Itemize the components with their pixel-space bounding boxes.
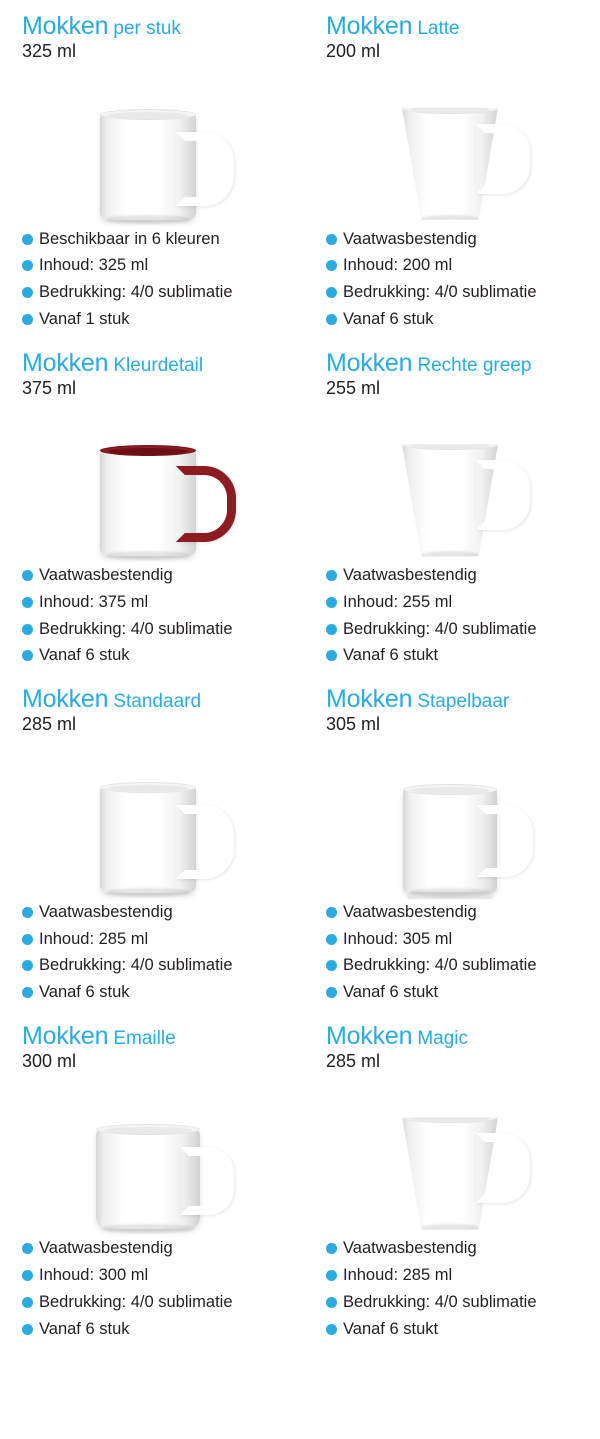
feature-item: [326, 306, 592, 333]
feature-text: Inhoud: 375 ml: [39, 592, 149, 611]
feature-item: [326, 952, 592, 979]
product-image: [326, 1071, 592, 1229]
feature-text: Inhoud: 300 ml: [39, 1266, 149, 1285]
feature-text: Bedrukking: 4/0 sublimatie: [343, 1292, 537, 1311]
product-card-mokken-standaard[interactable]: [0, 673, 300, 1010]
feature-item: [326, 979, 592, 1006]
product-volume: 285 ml: [326, 1050, 381, 1071]
bullet-icon: [326, 287, 337, 298]
product-image: [22, 735, 292, 893]
feature-item: [22, 1316, 292, 1343]
product-title-sub: Magic: [417, 1027, 469, 1049]
feature-item: [326, 279, 592, 306]
bullet-icon: [22, 1297, 33, 1308]
feature-text: Bedrukking: 4/0 sublimatie: [343, 283, 537, 302]
product-title-main: Mokken: [326, 1021, 413, 1050]
product-volume: 255 ml: [326, 377, 381, 398]
bullet-icon: [22, 260, 33, 271]
product-image: [326, 398, 592, 556]
bullet-icon: [326, 624, 337, 635]
product-title: [326, 14, 592, 39]
feature-text: Vaatwasbestendig: [39, 566, 173, 585]
feature-item: [22, 616, 292, 643]
feature-text: Bedrukking: 4/0 sublimatie: [343, 619, 537, 638]
feature-text: Inhoud: 285 ml: [39, 929, 149, 948]
feature-item: [22, 642, 292, 669]
feature-item: [326, 616, 592, 643]
feature-list: [326, 1235, 592, 1342]
feature-list: [326, 562, 592, 669]
bullet-icon: [326, 907, 337, 918]
mug-icon: [403, 789, 497, 893]
feature-item: [326, 926, 592, 953]
mug-icon: [402, 108, 498, 220]
bullet-icon: [22, 960, 33, 971]
product-title-main: Mokken: [22, 1021, 109, 1050]
product-title: [22, 348, 292, 377]
feature-item: [326, 1316, 592, 1343]
feature-item: [326, 1235, 592, 1262]
feature-list: [22, 226, 292, 333]
product-title-sub: Latte: [417, 18, 460, 39]
bullet-icon: [22, 934, 33, 945]
bullet-icon: [326, 1270, 337, 1281]
mug-icon: [100, 450, 196, 556]
bullet-icon: [22, 1243, 33, 1254]
feature-text: Inhoud: 285 ml: [343, 1266, 453, 1285]
product-image: [22, 1071, 292, 1229]
feature-text: Inhoud: 325 ml: [39, 256, 149, 275]
feature-item: [22, 952, 292, 979]
bullet-icon: [22, 1324, 33, 1335]
feature-text: Bedrukking: 4/0 sublimatie: [39, 283, 233, 302]
product-title-main: Mokken: [326, 12, 413, 40]
feature-item: [22, 279, 292, 306]
feature-item: [326, 1262, 592, 1289]
bullet-icon: [22, 907, 33, 918]
product-title-sub: Standaard: [113, 691, 202, 713]
feature-text: Vanaf 6 stuk: [39, 646, 130, 665]
feature-list: [326, 899, 592, 1006]
feature-item: [22, 1289, 292, 1316]
product-title-sub: Stapelbaar: [417, 691, 510, 713]
product-card-mokken-latte[interactable]: [300, 0, 600, 337]
feature-text: Beschikbaar in 6 kleuren: [39, 229, 220, 248]
feature-item: [22, 899, 292, 926]
bullet-icon: [326, 987, 337, 998]
feature-text: Inhoud: 255 ml: [343, 592, 453, 611]
bullet-icon: [22, 650, 33, 661]
bullet-icon: [326, 1243, 337, 1254]
feature-item: [22, 1235, 292, 1262]
bullet-icon: [22, 287, 33, 298]
feature-text: Vanaf 1 stuk: [39, 309, 130, 328]
bullet-icon: [22, 234, 33, 245]
feature-text: Inhoud: 305 ml: [343, 929, 453, 948]
feature-item: [22, 979, 292, 1006]
product-card-mokken-emaille[interactable]: [0, 1010, 300, 1347]
product-title-sub: Rechte greep: [417, 354, 532, 376]
feature-text: Vanaf 6 stuk: [343, 309, 434, 328]
product-image: [22, 398, 292, 556]
feature-item: [22, 926, 292, 953]
feature-item: [326, 589, 592, 616]
feature-text: Bedrukking: 4/0 sublimatie: [39, 619, 233, 638]
bullet-icon: [326, 934, 337, 945]
bullet-icon: [326, 260, 337, 271]
bullet-icon: [326, 597, 337, 608]
product-title: [22, 687, 292, 712]
feature-text: Vanaf 6 stukt: [343, 646, 439, 665]
product-image: [326, 62, 592, 220]
feature-text: Bedrukking: 4/0 sublimatie: [39, 956, 233, 975]
product-title: [326, 348, 592, 377]
bullet-icon: [22, 570, 33, 581]
product-volume: 375 ml: [22, 377, 77, 398]
product-volume: 285 ml: [22, 714, 77, 735]
bullet-icon: [22, 987, 33, 998]
product-title: [326, 687, 592, 712]
product-card-mokken-kleurdetail[interactable]: [0, 337, 300, 674]
mug-icon: [100, 787, 196, 893]
feature-item: [326, 562, 592, 589]
product-image: [326, 735, 592, 893]
feature-text: Vaatwasbestendig: [343, 566, 477, 585]
feature-item: [22, 589, 292, 616]
product-volume: 200 ml: [326, 41, 381, 61]
product-card-mokken-stapelbaar[interactable]: [300, 673, 600, 1010]
feature-text: Vanaf 6 stukt: [343, 1319, 439, 1338]
bullet-icon: [326, 234, 337, 245]
bullet-icon: [326, 650, 337, 661]
bullet-icon: [22, 597, 33, 608]
bullet-icon: [22, 624, 33, 635]
product-title-sub: per stuk: [113, 18, 181, 39]
product-card-mokken-rechte-greep[interactable]: [300, 337, 600, 674]
feature-text: Vaatwasbestendig: [343, 229, 477, 248]
feature-item: [22, 1262, 292, 1289]
feature-item: [326, 226, 592, 253]
feature-item: [22, 306, 292, 333]
bullet-icon: [22, 1270, 33, 1281]
bullet-icon: [22, 314, 33, 325]
feature-item: [22, 226, 292, 253]
product-title-sub: Emaille: [113, 1027, 176, 1049]
feature-item: [326, 899, 592, 926]
product-title-main: Mokken: [22, 348, 109, 377]
product-title: [22, 1021, 292, 1050]
product-title-main: Mokken: [326, 348, 413, 377]
feature-text: Vanaf 6 stuk: [39, 1319, 130, 1338]
feature-item: [326, 1289, 592, 1316]
bullet-icon: [326, 314, 337, 325]
feature-item: [326, 642, 592, 669]
product-title: [326, 1021, 592, 1050]
product-card-mokken-magic[interactable]: [300, 1010, 600, 1347]
feature-text: Vanaf 6 stukt: [343, 982, 439, 1001]
product-title: [22, 14, 292, 39]
product-title-main: Mokken: [326, 685, 413, 714]
product-title-sub: Kleurdetail: [113, 354, 204, 376]
feature-list: [22, 1235, 292, 1342]
bullet-icon: [326, 1324, 337, 1335]
feature-text: Vaatwasbestendig: [39, 1239, 173, 1258]
feature-text: Vaatwasbestendig: [343, 902, 477, 921]
feature-text: Bedrukking: 4/0 sublimatie: [39, 1292, 233, 1311]
feature-text: Vaatwasbestendig: [343, 1239, 477, 1258]
product-volume: 325 ml: [22, 41, 77, 61]
feature-text: Vaatwasbestendig: [39, 902, 173, 921]
feature-text: Vanaf 6 stuk: [39, 982, 130, 1001]
feature-text: Bedrukking: 4/0 sublimatie: [343, 956, 537, 975]
product-card-mokken-per-stuk[interactable]: [0, 0, 300, 337]
mug-icon: [402, 1117, 498, 1229]
bullet-icon: [326, 960, 337, 971]
bullet-icon: [326, 570, 337, 581]
bullet-icon: [326, 1297, 337, 1308]
product-title-main: Mokken: [22, 685, 109, 714]
product-title-main: Mokken: [22, 12, 109, 40]
feature-item: [22, 562, 292, 589]
mug-icon: [100, 114, 196, 220]
product-volume: 300 ml: [22, 1050, 77, 1071]
product-volume: 305 ml: [326, 714, 381, 735]
product-image: [22, 62, 292, 220]
feature-item: [326, 252, 592, 279]
feature-list: [22, 899, 292, 1006]
feature-list: [22, 562, 292, 669]
mug-icon: [402, 444, 498, 556]
feature-text: Inhoud: 200 ml: [343, 256, 453, 275]
feature-item: [22, 252, 292, 279]
mug-icon: [96, 1129, 200, 1229]
feature-list: [326, 226, 592, 333]
